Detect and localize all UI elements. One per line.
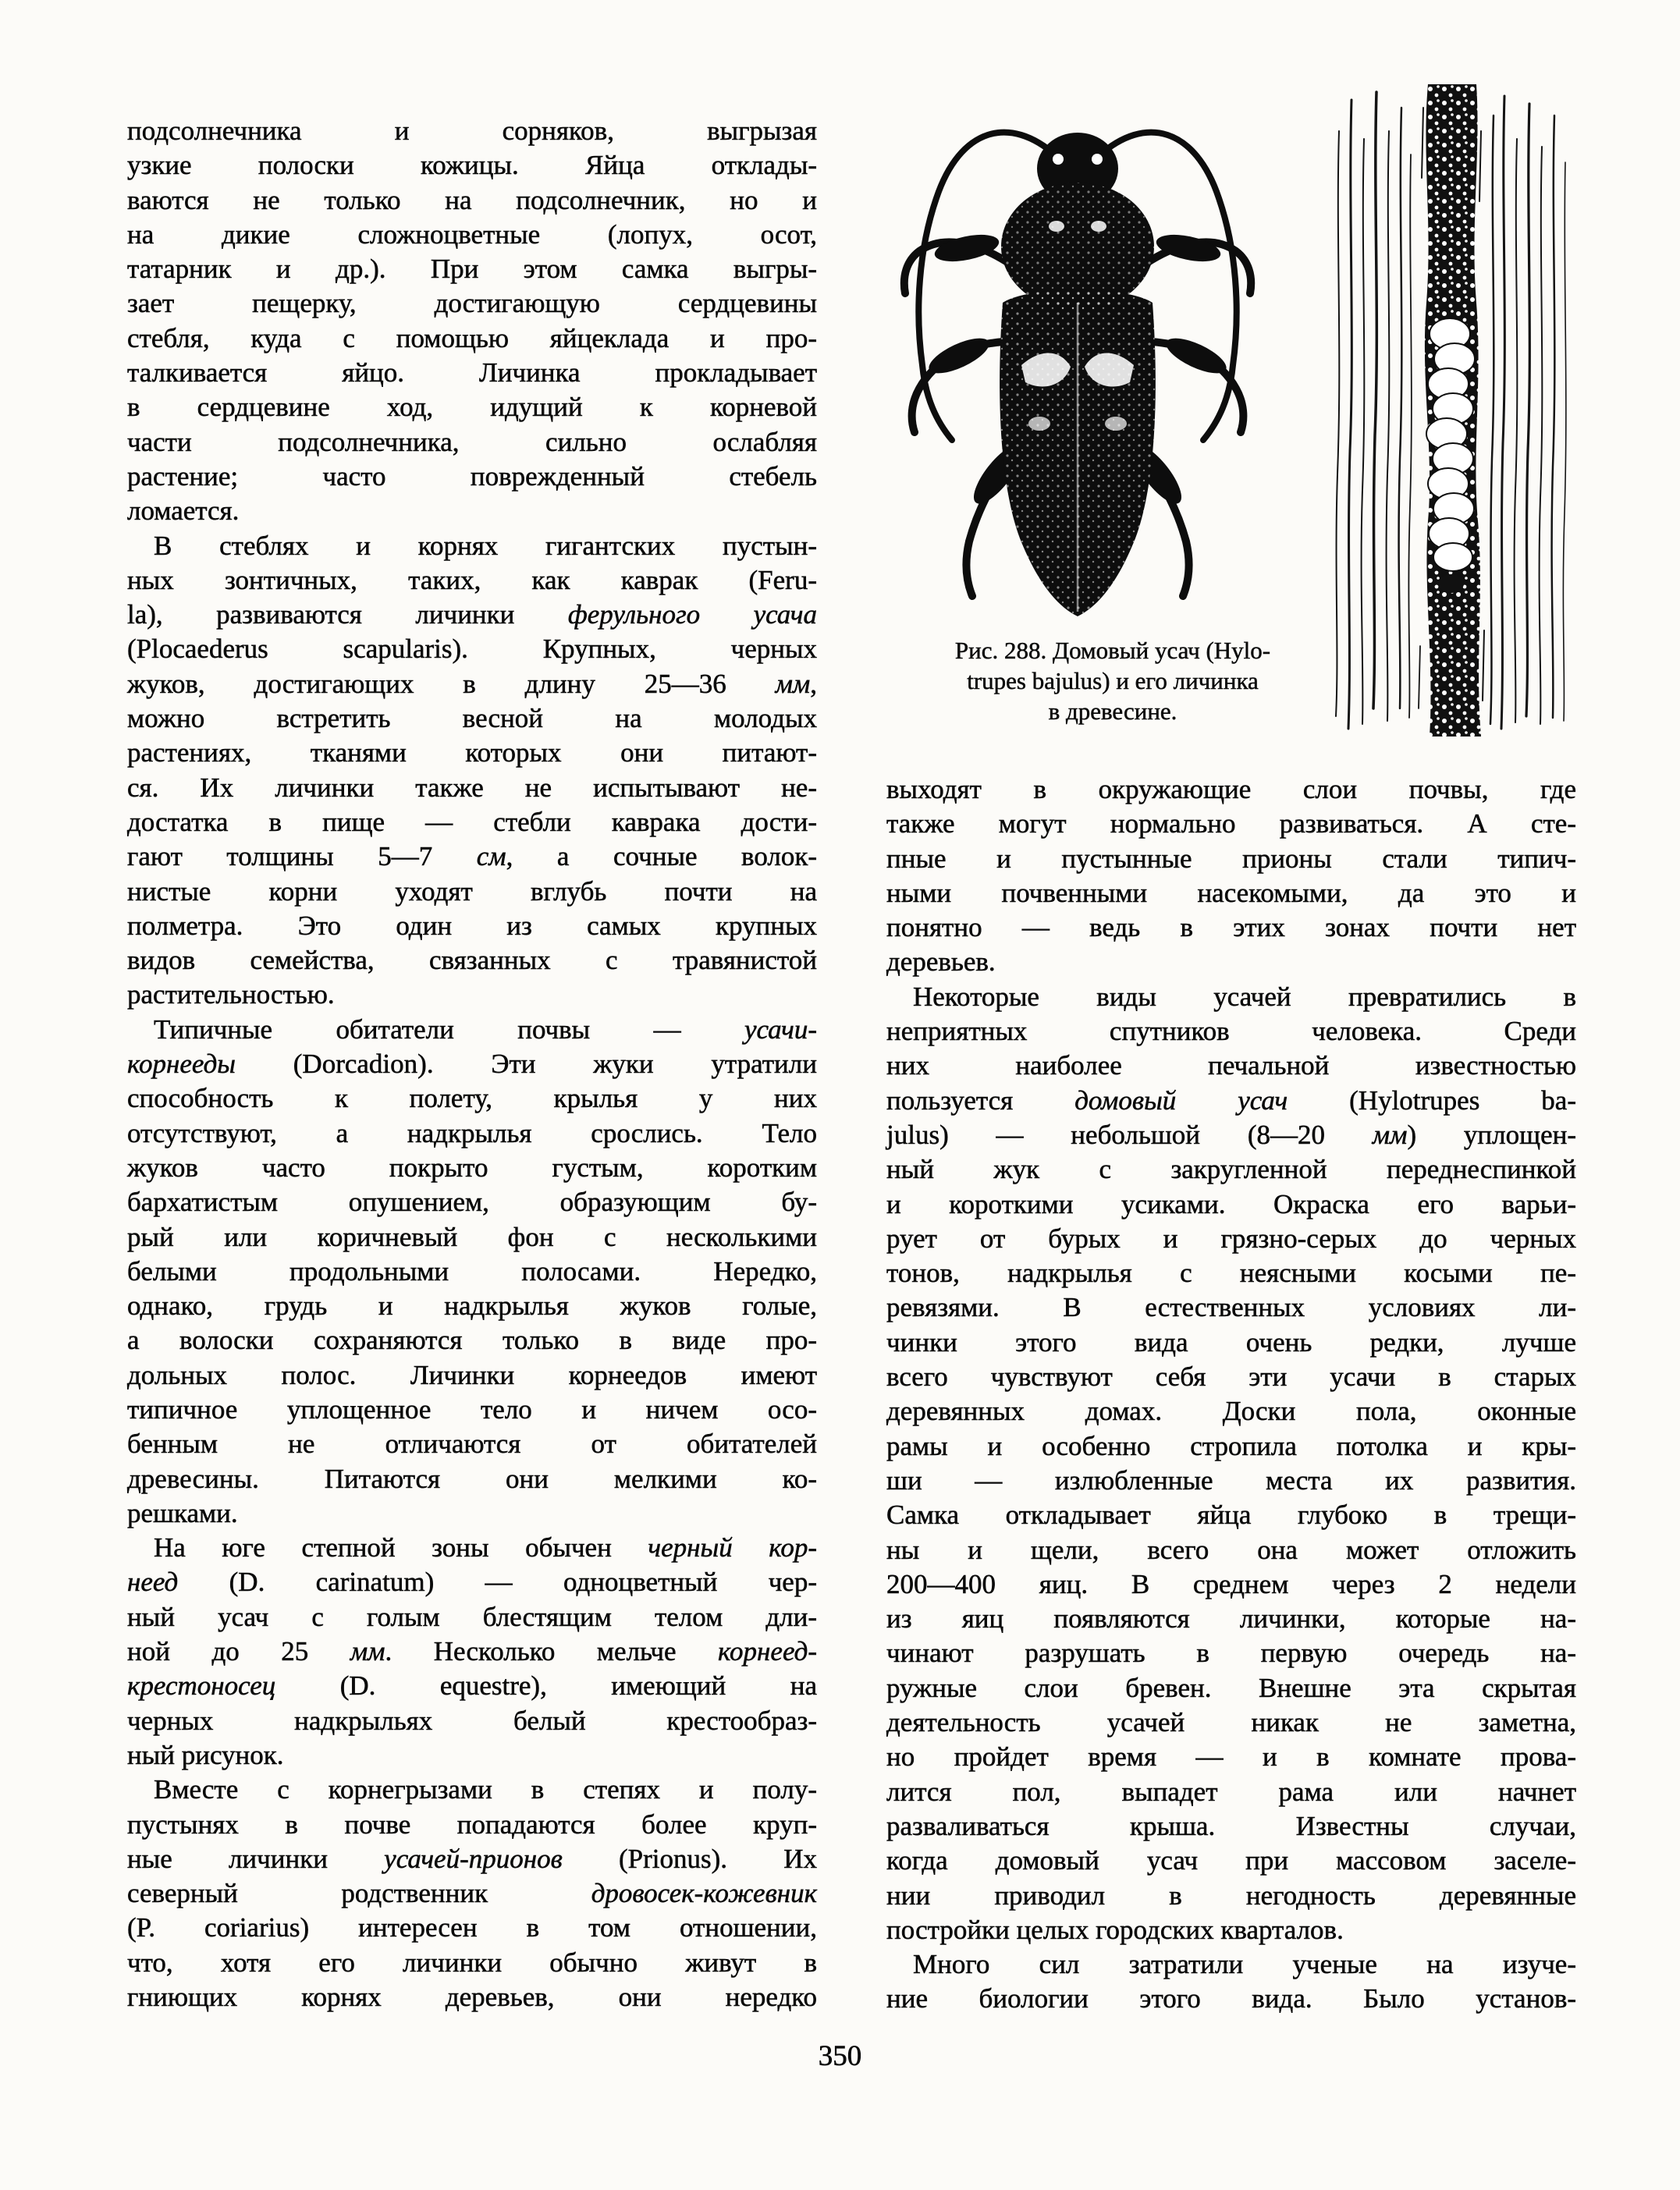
text-line: способность к полету, крылья у них (127, 1083, 817, 1114)
text-line: рует от бурых и грязно-серых до черных (886, 1223, 1576, 1254)
text-line: тонов, надкрылья с неясными косыми пе- (886, 1258, 1576, 1289)
paragraph (886, 980, 1576, 1947)
text-line: На юге степной зоны обычен черный кор- (154, 1532, 817, 1564)
text-line: Некоторые виды усачей превратились в (913, 981, 1576, 1012)
paragraph (127, 114, 817, 529)
text-line: гниющих корнях деревьев, они нередко (127, 1982, 817, 2013)
beetle-eye (1053, 154, 1064, 165)
text-line: ными почвенными насекомыми, да это и (886, 877, 1576, 908)
elytra-spot (1028, 417, 1050, 431)
paragraph (886, 1947, 1576, 2017)
text-line: лится пол, выпадет рама или начнет (886, 1776, 1576, 1807)
text-line: бархатистым опушением, образующим бу- (127, 1187, 817, 1218)
text-line: В стеблях и корнях гигантских пустын- (154, 530, 817, 561)
caption-line: Рис. 288. Домовый усач (Hylo- (954, 637, 1271, 664)
figure-288 (886, 78, 1597, 749)
text-line: отсутствуют, а надкрылья срослись. Тело (127, 1117, 817, 1148)
text-line: постройки целых городских кварталов. (886, 1914, 1344, 1945)
text-line: северный родственник дровосек-кожевник (127, 1878, 817, 1909)
text-line: видов семейства, связанных с травянистой (127, 945, 817, 976)
elytra-spot (1105, 417, 1127, 431)
text-line: пользуется домовый усач (Hylotrupes ba- (886, 1084, 1576, 1116)
house-longhorn-beetle-illustration (893, 108, 1263, 629)
text-line: и короткими усиками. Окраска его варьи- (886, 1188, 1576, 1219)
text-line: рамы и особенно стропила потолка и кры- (886, 1430, 1576, 1461)
page-number: 350 (818, 2040, 862, 2072)
text-line: крестоносец (D. equestre), имеющий на (127, 1670, 817, 1702)
text-line: черных надкрыльях белый крестообраз- (127, 1705, 817, 1736)
text-line: всего чувствуют себя эти усачи в старых (886, 1361, 1576, 1393)
paragraph (127, 1531, 817, 1773)
text-line: la), развиваются личинки ферульного усача (127, 599, 818, 630)
text-line: пустынях в почве попадаются более круп- (127, 1808, 817, 1840)
text-line: них наиболее печальной известностью (886, 1050, 1576, 1081)
paragraph (886, 772, 1576, 980)
text-line: нии приводил в негодность деревянные (886, 1879, 1576, 1911)
left-text-column (127, 114, 817, 2014)
paragraph (127, 529, 817, 1013)
paragraph (127, 1013, 817, 1531)
text-line: из яиц появляются личинки, которые на- (886, 1603, 1576, 1635)
text-line: в сердцевине ход, идущий к корневой (127, 392, 817, 423)
text-line: также могут нормально развиваться. А сте- (886, 808, 1576, 839)
text-line: на дикие сложноцветные (лопух, осот, (127, 218, 817, 250)
text-line: (P. coriarius) интересен в том отношении, (127, 1912, 817, 1943)
text-line: 200—400 яиц. В среднем через 2 недели (886, 1568, 1576, 1599)
text-line: ши — излюбленные места их развития. (886, 1464, 1576, 1496)
text-line: ный жук с закругленной переднеспинкой (886, 1154, 1576, 1185)
text-line: пные и пустынные прионы стали типич- (886, 843, 1576, 874)
text-line: неприятных спутников человека. Среди (886, 1016, 1576, 1047)
text-line: деревьев. (886, 946, 996, 978)
text-line: julus) — небольшой (8—20 мм) уплощен- (886, 1119, 1576, 1150)
text-line: однако, грудь и надкрылья жуков голые, (127, 1290, 817, 1322)
caption-line: в древесине. (1048, 697, 1177, 725)
text-line: растение; часто поврежденный стебель (127, 460, 817, 492)
text-line: Самка откладывает яйца глубоко в трещи- (886, 1500, 1576, 1531)
larva-head (1439, 574, 1464, 593)
text-line: ние биологии этого вида. Было установ- (886, 1983, 1576, 2014)
text-line: рый или коричневый фон с несколькими (127, 1221, 817, 1252)
text-line: полметра. Это один из самых крупных (127, 910, 817, 941)
text-line: дольных полос. Личинки корнеедов имеют (127, 1359, 817, 1390)
text-line: растительностью. (127, 979, 335, 1010)
text-line: можно встретить весной на молодых (127, 703, 817, 734)
text-line: достатка в пище — стебли каврака дости- (127, 806, 817, 837)
text-line: решками. (127, 1497, 238, 1528)
text-line: деятельность усачей никак не заметна, (886, 1707, 1576, 1738)
text-line: ных зонтичных, таких, как каврак (Feru- (127, 564, 817, 595)
text-line: неед (D. carinatum) — одноцветный чер- (127, 1567, 817, 1598)
text-line: жуков, достигающих в длину 25—36 мм, (127, 668, 817, 699)
text-line: белыми продольными полосами. Нередко, (127, 1255, 817, 1287)
text-line: чинки этого вида очень редки, лучше (886, 1326, 1576, 1358)
text-line: ные личинки усачей-прионов (Prionus). Их (127, 1843, 817, 1874)
text-line: что, хотя его личинки обычно живут в (127, 1947, 817, 1978)
larva-in-wood-illustration (1328, 84, 1573, 737)
text-line: ревязями. В естественных условиях ли- (886, 1292, 1576, 1323)
text-line: когда домовый усач при массовом заселе- (886, 1845, 1576, 1876)
text-line: ный усач с голым блестящим телом дли- (127, 1601, 817, 1632)
figure-caption (886, 635, 1339, 726)
text-line: ся. Их личинки также не испытывают не- (127, 772, 817, 803)
text-line: ломается. (127, 495, 240, 527)
text-line: но пройдет время — и в комнате прова- (886, 1741, 1576, 1773)
text-line: деревянных домах. Доски пола, оконные (886, 1396, 1576, 1427)
text-line: растениях, тканями которых они питают- (127, 737, 817, 768)
text-line: бенным не отличаются от обитателей (127, 1429, 817, 1460)
text-line: ной до 25 мм. Несколько мельче корнеед- (127, 1636, 817, 1667)
text-line: узкие полоски кожицы. Яйца отклады- (127, 150, 817, 181)
text-line: ный рисунок. (127, 1739, 284, 1770)
beetle-eye (1092, 154, 1103, 165)
text-line: (Plocaederus scapularis). Крупных, черных (127, 634, 817, 665)
caption-line: trupes bajulus) и его личинка (967, 667, 1259, 694)
text-line: разваливаться крыша. Известны случаи, (886, 1810, 1576, 1841)
text-line: ваются не только на подсолнечник, но и (127, 184, 817, 215)
text-line: стебля, куда с помощью яйцеклада и про- (127, 322, 817, 353)
text-line: выходят в окружающие слои почвы, где (886, 774, 1576, 804)
text-line: татарник и др.). При этом самка выгры- (127, 254, 817, 285)
text-line: талкивается яйцо. Личинка прокладывает (127, 357, 817, 389)
text-line: типичное уплощенное тело и ничем осо- (127, 1393, 817, 1425)
text-line: чинают разрушать в первую очередь на- (886, 1638, 1576, 1669)
text-line: Много сил затратили ученые на изуче- (913, 1949, 1576, 1980)
text-line: Вместе с корнегрызами в степях и полу- (154, 1774, 817, 1805)
right-text-column (886, 772, 1576, 2017)
paragraph (127, 1773, 817, 2014)
text-line: жуков часто покрыто густым, коротким (127, 1152, 817, 1183)
text-line: части подсолнечника, сильно ослабляя (127, 426, 817, 457)
text-line: Типичные обитатели почвы — усачи- (154, 1013, 817, 1045)
text-line: понятно — ведь в этих зонах почти нет (886, 912, 1576, 943)
pronotum-stipple (1001, 183, 1154, 311)
text-line: подсолнечника и сорняков, выгрызая (127, 115, 817, 146)
text-line: ружные слои бревен. Внешне эта скрытая (886, 1672, 1576, 1703)
text-line: зает пещерку, достигающую сердцевины (127, 288, 817, 319)
text-line: нистые корни уходят вглубь почти на (127, 875, 817, 907)
text-line: гают толщины 5—7 см, а сочные волок- (127, 841, 818, 872)
text-line: ны и щели, всего она может отложить (886, 1534, 1576, 1565)
text-line: древесины. Питаются они мелкими ко- (127, 1463, 817, 1494)
text-line: корнееды (Dorcadion). Эти жуки утратили (127, 1049, 817, 1080)
text-line: а волоски сохраняются только в виде про- (127, 1325, 817, 1356)
